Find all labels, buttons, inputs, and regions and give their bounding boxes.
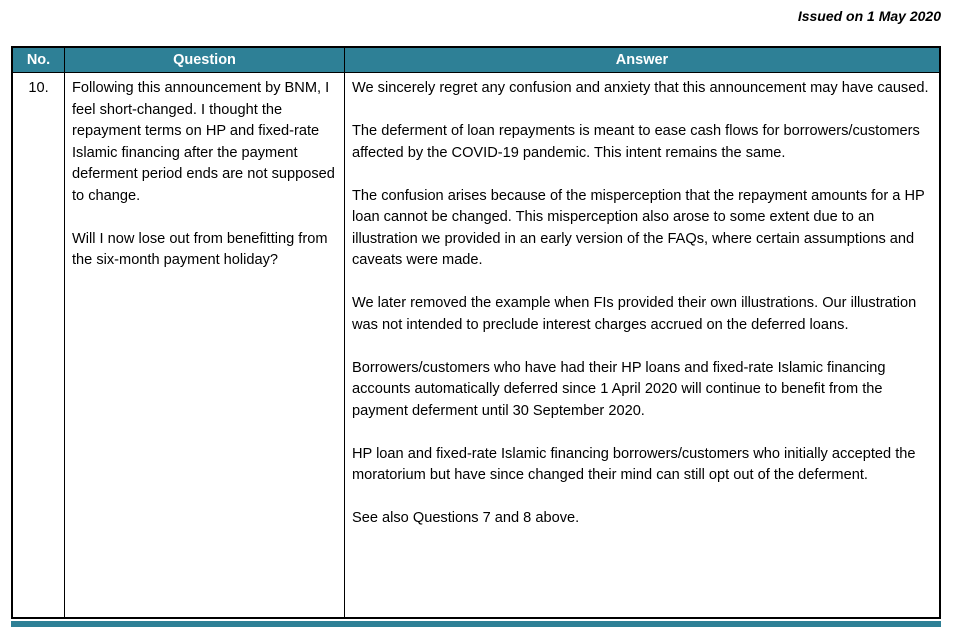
answer-cell xyxy=(345,73,939,617)
table-row xyxy=(13,73,939,617)
question-paragraph: Will I now lose out from benefitting from the six-month payment holiday? xyxy=(72,230,328,268)
issued-date-label: Issued on 1 May 2020 xyxy=(797,8,941,24)
header-cell-answer: Answer xyxy=(615,52,669,68)
faq-table xyxy=(11,46,941,619)
answer-paragraph: We sincerely regret any confusion and anxiety that this announcement may have caused. xyxy=(352,80,929,96)
answer-paragraph: Borrowers/customers who have had their HP loans and fixed-rate Islamic financing accounts automatically deferred since 1 April 2020 will continue to benefit from the payment deferment until 30 September 2020. xyxy=(352,359,886,419)
answer-paragraph: The deferment of loan repayments is meant to ease cash flows for borrowers/customers affected by the COVID-19 pandemic. This intent remains the same. xyxy=(352,123,920,161)
next-table-header-edge xyxy=(11,621,941,627)
answer-paragraph: HP loan and fixed-rate Islamic financing borrowers/customers who initially accepted the moratorium but have since changed their mind can still opt out of the deferment. xyxy=(352,445,916,483)
table-header-row xyxy=(13,48,939,73)
question-paragraph: Following this announcement by BNM, I feel short-changed. I thought the repayment terms on HP and fixed-rate Islamic financing after the payment deferment period ends are not supposed to change. xyxy=(72,80,335,204)
answer-paragraph: The confusion arises because of the misperception that the repayment amounts for a HP loan cannot be changed. This misperception also arose to some extent due to an illustration we provided in an early version of the FAQs, where certain assumptions and caveats were made. xyxy=(352,187,925,268)
question-cell xyxy=(65,73,345,617)
answer-paragraph: We later removed the example when FIs provided their own illustrations. Our illustration was not intended to preclude interest charges accrued on the deferred loans. xyxy=(352,295,917,333)
header-cell-question: Question xyxy=(65,48,345,72)
row-number-cell: 10. xyxy=(13,73,65,617)
answer-paragraph: See also Questions 7 and 8 above. xyxy=(352,510,580,526)
header-cell-no: No. xyxy=(13,48,65,72)
